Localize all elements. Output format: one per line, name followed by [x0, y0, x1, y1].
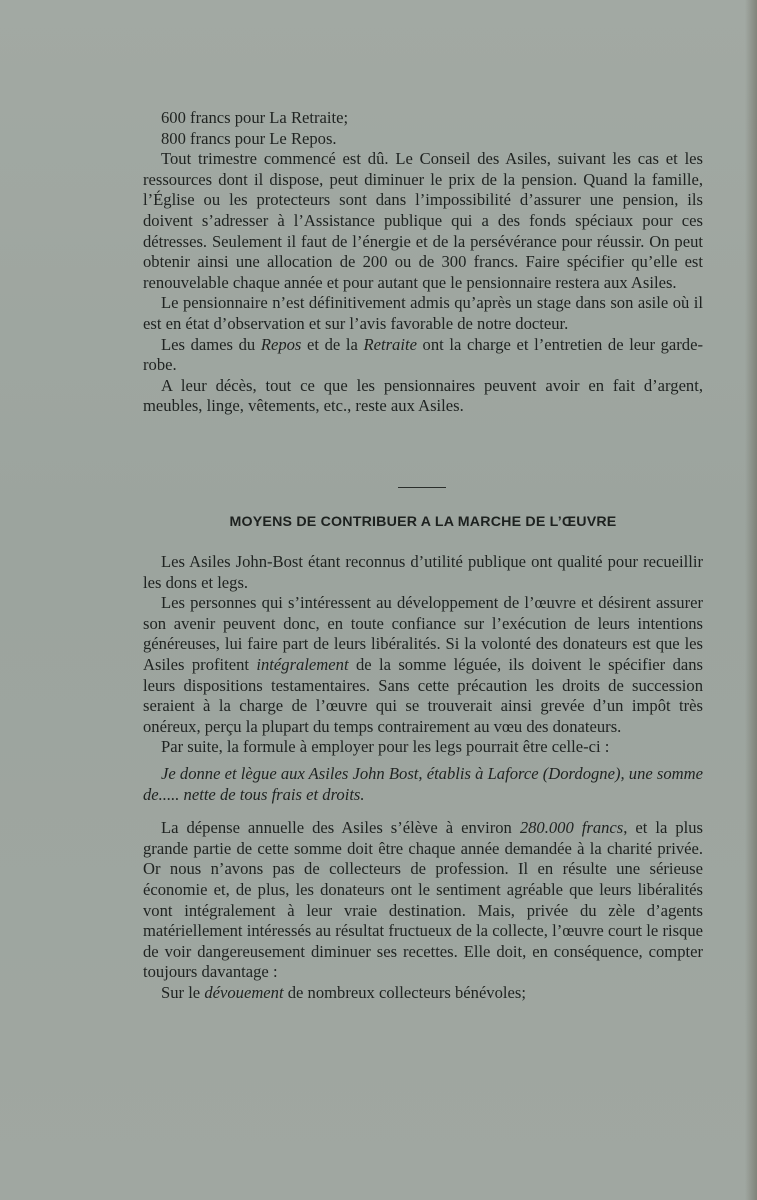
text-run: , et la plus grande partie de cette somme doit être chaque année demandée à la charité privée. Or nous n’avons pas de collecteurs de profession. Il en résulte une sérieuse économie et, de plus, les donateurs ont le sentiment agréable que leurs libéralités vont intégralement à leur vraie destination. Mais, privée du zèle d’agents matériellement intéressés au résultat fructueux de la collecte, l’œuvre court le risque de voir dangereusement diminuer ses recettes. Elle doit, en conséquence, compter toujours davantage :	[143, 818, 703, 982]
text-run: Les dames du	[161, 334, 261, 354]
price-line-retraite: 600 francs pour La Retraite;	[161, 108, 349, 127]
paragraph-asiles: Les Asiles John-Bost étant reconnus d’utilité publique ont qualité pour recueillir les dons et legs.	[143, 552, 703, 592]
section-heading: MOYENS DE CONTRIBUER A LA MARCHE DE L’ŒUVRE	[229, 514, 617, 530]
price-line-repos: 800 francs pour Le Repos.	[161, 128, 337, 148]
text-run: Sur le	[161, 982, 205, 1002]
paragraph-depense	[143, 818, 703, 983]
italic-retraite: Retraite	[363, 334, 417, 354]
text-run: de nombreux collecteurs bénévoles;	[283, 982, 526, 1002]
bequest-formula: Je donne et lègue aux Asiles John Bost, établis à Laforce (Dordogne), une somme de..... nette de tous frais et droits.	[143, 763, 703, 804]
paragraph-dames	[143, 335, 703, 376]
text-run: La dépense annuelle des Asiles s’élève à environ	[161, 818, 520, 838]
italic-amount: 280.000 francs	[519, 818, 624, 838]
paragraph-trimestre: Tout trimestre commencé est dû. Le Conseil des Asiles, suivant les cas et les ressources dont il dispose, peut diminuer le prix de la pension. Quand la famille, l’Église ou les protecteurs sont dans l’impossibilité d’assurer une pension, ils doivent s’adresser à l’Assistance publique qui a des fonds spéciaux pour ces détresses. Seulement il faut de l’énergie et de la persévérance pour réussir. On peut obtenir ainsi une allocation de 200 ou de 300 francs. Faire spécifier qu’elle est renouvelable chaque année et pour autant que le pensionnaire restera aux Asiles.	[143, 149, 703, 292]
paragraph-sur	[143, 983, 703, 1004]
text-block-bottom	[143, 552, 703, 1003]
section-divider	[398, 487, 446, 488]
italic-integralement: intégralement	[256, 654, 349, 674]
paragraph-formule: Par suite, la formule à employer pour les legs pourrait être celle-ci :	[161, 737, 610, 757]
text-run: Les personnes qui s’intéressent au développement de l’œuvre et désirent assurer son avenir peuvent donc, en toute confiance sur l’exécution de leurs intentions généreuses, lui faire part de leurs libéralités. Si la volonté des donateurs est que les Asiles profitent	[143, 593, 703, 674]
text-run: et de la	[301, 334, 364, 354]
italic-repos: Repos	[260, 334, 302, 354]
paragraph-pensionnaire: Le pensionnaire n’est définitivement admis qu’après un stage dans son asile où il est en état d’observation et sur l’avis favorable de notre docteur.	[143, 293, 703, 333]
text-block-top	[143, 108, 703, 417]
page-edge-shadow	[745, 0, 757, 1200]
text-run: de la somme léguée, ils doivent le spécifier dans leurs dispositions testamentaires. Sans cette précaution les droits de succession seraient à la charge de l’œuvre qui se trouverait ainsi grevée d’un impôt très onéreux, perçu la plupart du temps contrairement au vœu des donateurs.	[143, 654, 703, 736]
paragraph-deces: A leur décès, tout ce que les pensionnaires peuvent avoir en fait d’argent, meubles, linge, vêtements, etc., reste aux Asiles.	[143, 375, 703, 416]
italic-devouement: dévouement	[204, 982, 284, 1002]
paragraph-personnes	[143, 593, 703, 737]
text-run: ont la charge et l’entretien de leur garde-robe.	[143, 334, 703, 375]
